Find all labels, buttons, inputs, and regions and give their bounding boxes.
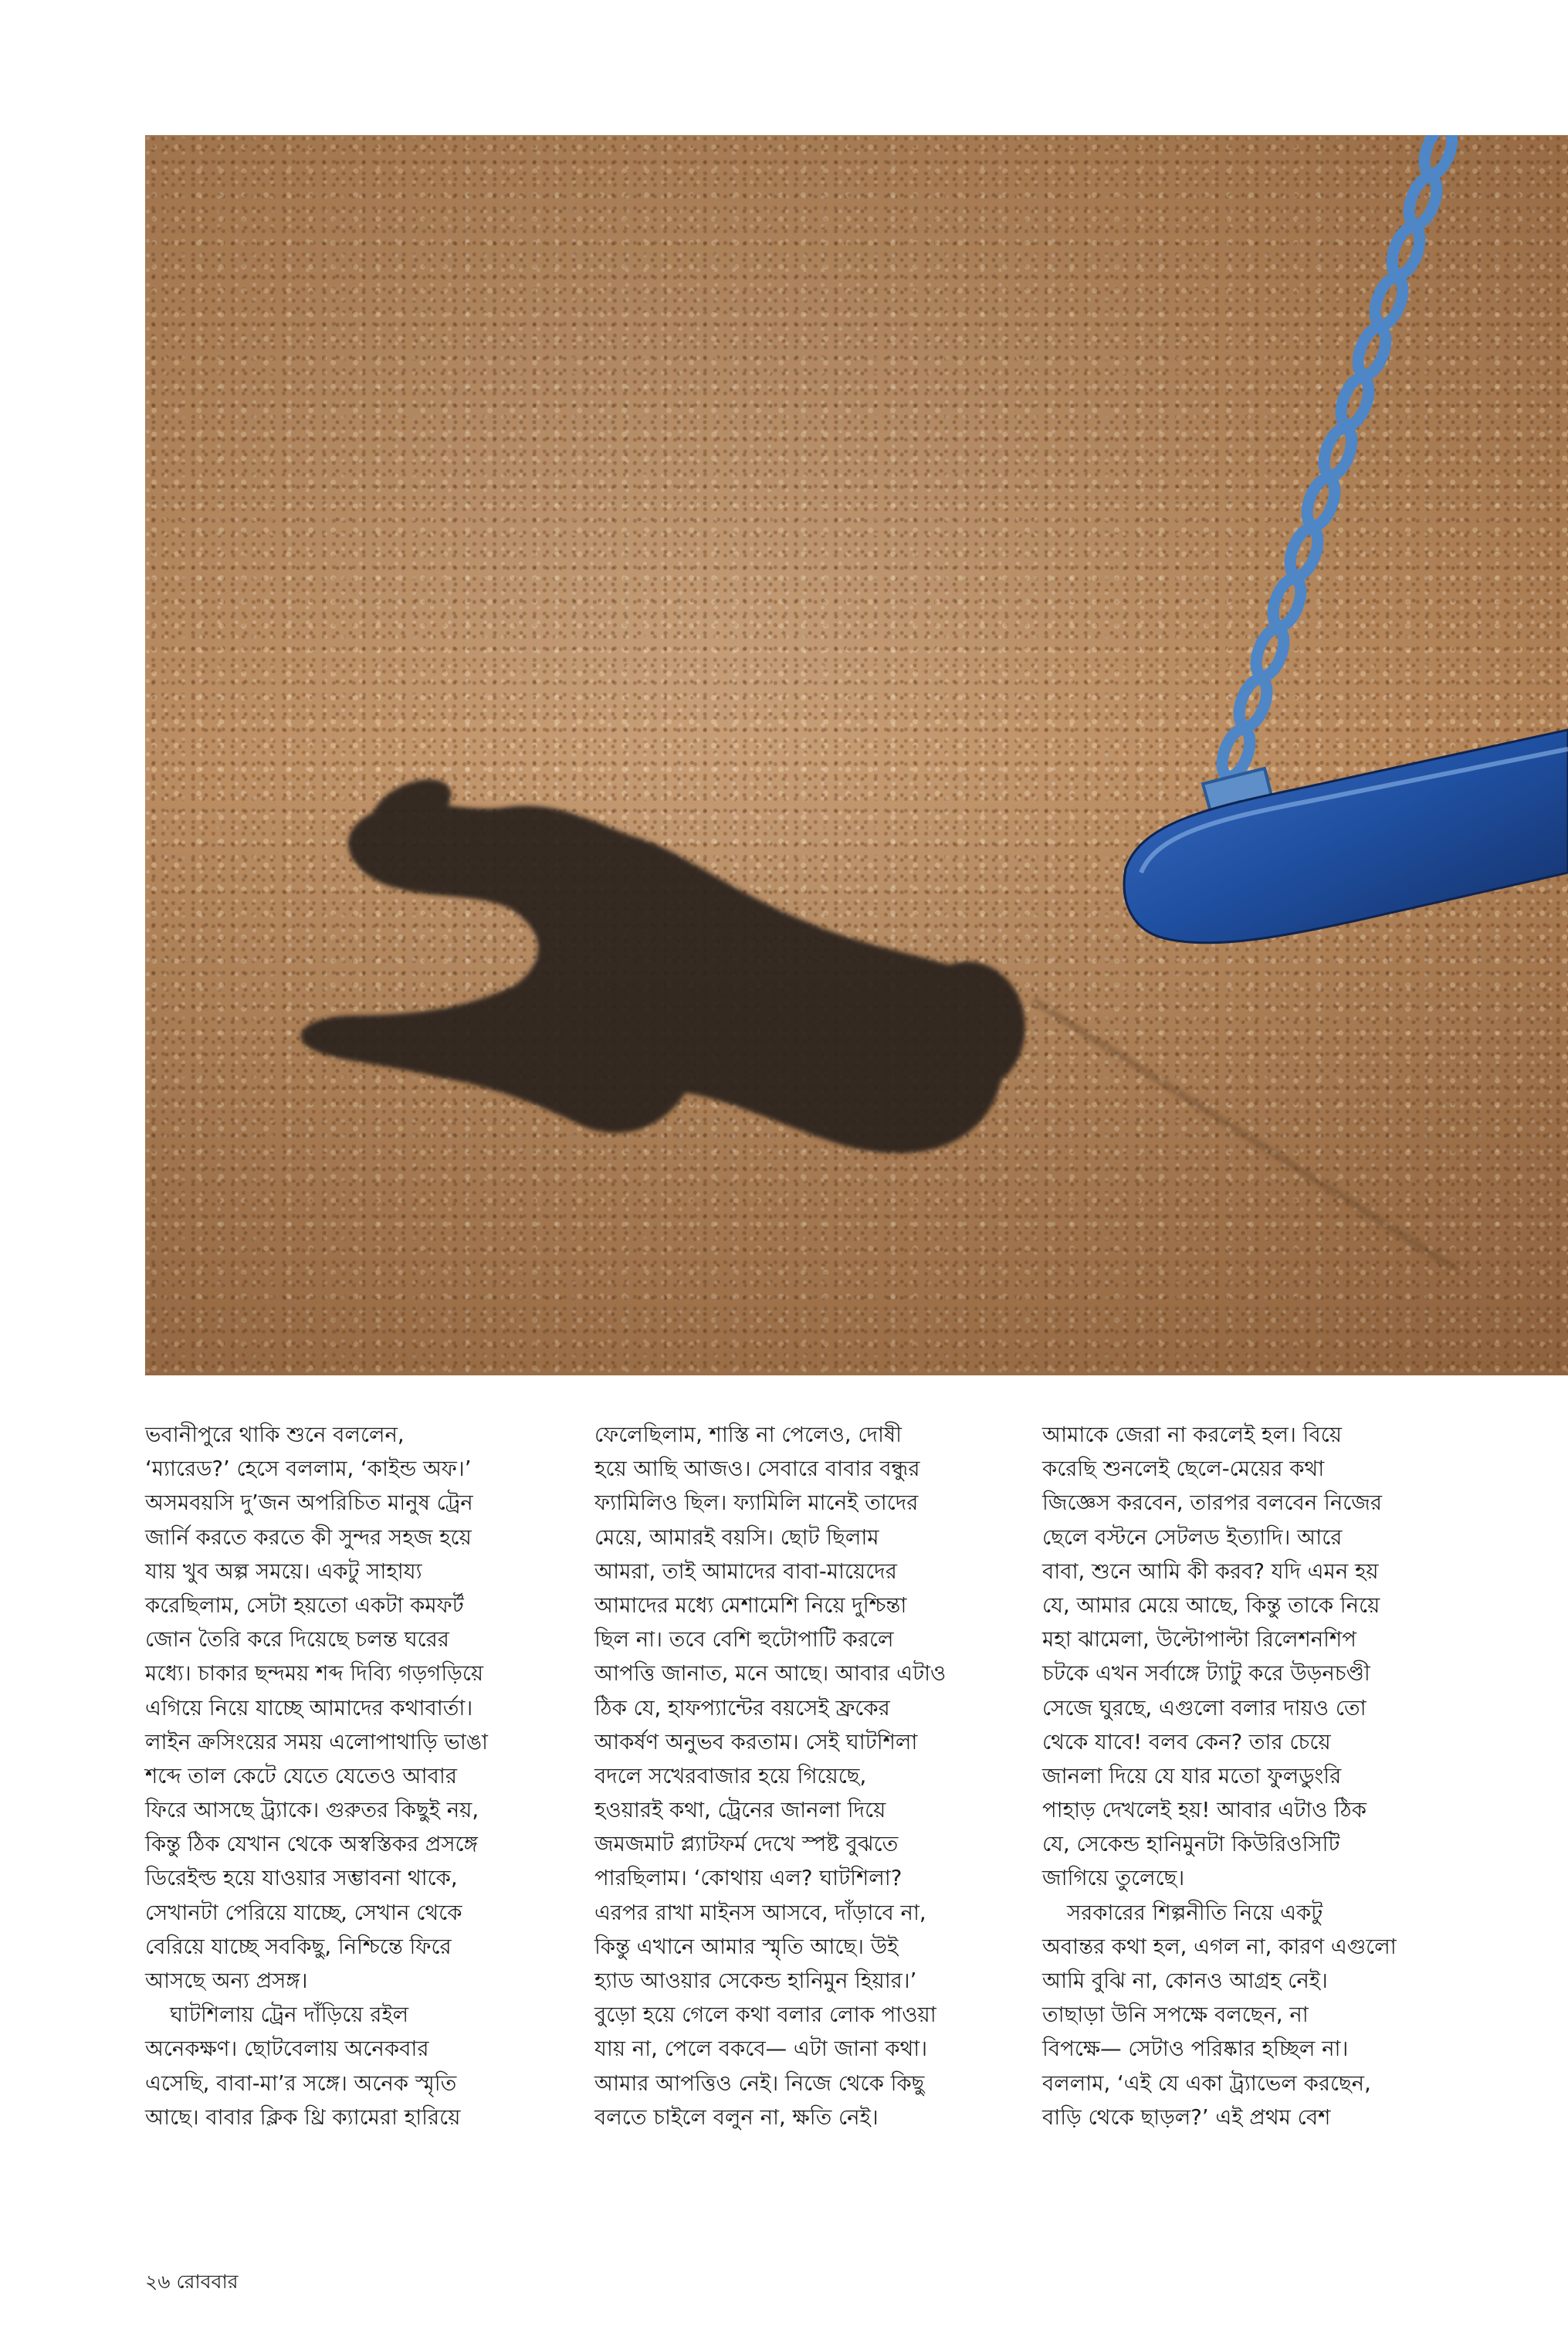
- text-line: ফিরে আসছে ট্র্যাকে। গুরুতর কিছুই নয়,: [145, 1798, 479, 1823]
- page-number: ২৬: [145, 2270, 171, 2293]
- text-line: ডিরেইল্ড হয়ে যাওয়ার সম্ভাবনা থাকে,: [145, 1866, 458, 1891]
- text-line: কিন্তু এখানে আমার স্মৃতি আছে। উই: [594, 1934, 899, 1959]
- text-line: বাবা, শুনে আমি কী করব? যদি এমন হয়: [1042, 1558, 1379, 1584]
- article-column-1: [145, 1418, 562, 2134]
- text-line: এরপর রাখা মাইনস আসবে, দাঁড়াবে না,: [594, 1900, 926, 1925]
- text-line: জোন তৈরি করে দিয়েছে চলন্ত ঘরের: [145, 1627, 449, 1653]
- paragraph-start-line: ঘাটশিলায় ট্রেন দাঁড়িয়ে রইল: [170, 2002, 409, 2028]
- text-line: মহা ঝামেলা, উল্টোপাল্টা রিলেশনশিপ: [1042, 1627, 1356, 1653]
- text-line: ঠিক যে, হাফপ্যান্টের বয়সেই ফ্রকের: [594, 1695, 890, 1721]
- text-line: যায় খুব অল্প সময়ে। একটু সাহায্য: [145, 1558, 422, 1584]
- text-line: এগিয়ে নিয়ে যাচ্ছে আমাদের কথাবার্তা।: [145, 1695, 473, 1721]
- text-line: তাছাড়া উনি সপক্ষে বলছেন, না: [1042, 2002, 1309, 2028]
- text-line: শব্দে তাল কেটে যেতে যেতেও আবার: [145, 1763, 457, 1789]
- text-line: জার্নি করতে করতে কী সুন্দর সহজ হয়ে: [145, 1524, 472, 1550]
- text-line: হয়ে আছি আজও। সেবারে বাবার বন্ধুর: [594, 1456, 920, 1482]
- text-line: চটকে এখন সর্বাঙ্গে ট্যাটু করে উড়নচণ্ডী: [1042, 1661, 1370, 1687]
- text-line: করেছি শুনলেই ছেলে-মেয়ের কথা: [1042, 1456, 1325, 1482]
- text-line: সেখানটা পেরিয়ে যাচ্ছে, সেখান থেকে: [145, 1900, 462, 1925]
- text-line: আমি বুঝি না, কোনও আগ্রহ নেই।: [1042, 1968, 1328, 1993]
- text-line: জিজ্ঞেস করবেন, তারপর বলবেন নিজের: [1042, 1490, 1383, 1516]
- text-line: বললাম, ‘এই যে একা ট্র্যাভেল করছেন,: [1042, 2070, 1371, 2096]
- text-line: আমরা, তাই আমাদের বাবা-মায়েদের: [594, 1558, 897, 1584]
- article-column-2: [594, 1418, 996, 2134]
- text-line: আকর্ষণ অনুভব করতাম। সেই ঘাটশিলা: [594, 1729, 918, 1755]
- text-line: যায় না, পেলে বকবে— এটা জানা কথা।: [594, 2036, 928, 2062]
- text-line: আপত্তি জানাত, মনে আছে। আবার এটাও: [594, 1661, 947, 1687]
- text-line: মধ্যে। চাকার ছন্দময় শব্দ দিব্যি গড়গড়িয়ে: [145, 1661, 484, 1687]
- text-line: ভবানীপুরে থাকি শুনে বললেন,: [145, 1422, 405, 1447]
- page-folio: [145, 2267, 238, 2300]
- text-line: থেকে যাবে! বলব কেন? তার চেয়ে: [1042, 1729, 1331, 1755]
- text-line: যে, আমার মেয়ে আছে, কিন্তু তাকে নিয়ে: [1042, 1592, 1380, 1618]
- text-line: জাগিয়ে তুলেছে।: [1042, 1866, 1185, 1891]
- text-line: আমাকে জেরা না করলেই হল। বিয়ে: [1042, 1422, 1342, 1447]
- paragraph-start-line: সরকারের শিল্পনীতি নিয়ে একটু: [1067, 1900, 1323, 1925]
- text-line: জমজমাট প্ল্যাটফর্ম দেখে স্পষ্ট বুঝতে: [594, 1832, 899, 1857]
- text-line: বুড়ো হয়ে গেলে কথা বলার লোক পাওয়া: [594, 2002, 936, 2028]
- text-line: কিন্তু ঠিক যেখান থেকে অস্বস্তিকর প্রসঙ্গে: [145, 1832, 478, 1857]
- text-line: এসেছি, বাবা-মা’র সঙ্গে। অনেক স্মৃতি: [145, 2070, 457, 2096]
- text-line: ‘ম্যারেড?’ হেসে বললাম, ‘কাইন্ড অফ।’: [145, 1456, 472, 1482]
- text-line: অবান্তর কথা হল, এগল না, কারণ এগুলো: [1042, 1934, 1397, 1959]
- text-line: যে, সেকেন্ড হানিমুনটা কিউরিওসিটি: [1042, 1832, 1340, 1857]
- text-line: ছেলে বস্টনে সেটলড ইত্যাদি। আরে: [1042, 1524, 1343, 1550]
- text-line: বলতে চাইলে বলুন না, ক্ষতি নেই।: [594, 2104, 879, 2130]
- text-line: করেছিলাম, সেটা হয়তো একটা কমফর্ট: [145, 1592, 464, 1618]
- text-line: মেয়ে, আমারই বয়সি। ছোট ছিলাম: [594, 1524, 879, 1550]
- text-line: বেরিয়ে যাচ্ছে সবকিছু, নিশ্চিন্তে ফিরে: [145, 1934, 452, 1959]
- text-line: ছিল না। তবে বেশি হুটোপাটি করলে: [594, 1627, 894, 1653]
- text-line: পারছিলাম। ‘কোথায় এল? ঘাটশিলা?: [594, 1866, 903, 1891]
- ground-vignette: [145, 135, 1568, 1375]
- text-line: পাহাড় দেখলেই হয়! আবার এটাও ঠিক: [1042, 1798, 1366, 1823]
- text-line: লাইন ক্রসিংয়ের সময় এলোপাথাড়ি ভাঙা: [145, 1729, 488, 1755]
- text-line: ফ্যামিলিও ছিল। ফ্যামিলি মানেই তাদের: [594, 1490, 919, 1516]
- text-line: জানলা দিয়ে যে যার মতো ফুলডুংরি: [1042, 1763, 1342, 1789]
- text-line: আমার আপত্তিও নেই। নিজে থেকে কিছু: [594, 2070, 925, 2096]
- text-line: আমাদের মধ্যে মেশামেশি নিয়ে দুশ্চিন্তা: [594, 1592, 907, 1618]
- text-line: ফেলেছিলাম, শাস্তি না পেলেও, দোষী: [594, 1422, 903, 1447]
- text-line: অসমবয়সি দু’জন অপরিচিত মানুষ ট্রেন: [145, 1490, 473, 1516]
- swing-shadow-photo: [145, 135, 1568, 1375]
- article-column-3: [1042, 1418, 1444, 2134]
- text-line: বাড়ি থেকে ছাড়ল?’ এই প্রথম বেশ: [1042, 2104, 1331, 2130]
- text-line: আছে। বাবার ক্লিক থ্রি ক্যামেরা হারিয়ে: [145, 2104, 461, 2130]
- magazine-name: রোববার: [176, 2270, 239, 2293]
- text-line: হওয়ারই কথা, ট্রেনের জানলা দিয়ে: [594, 1798, 886, 1823]
- text-line: হ্যাড আওয়ার সেকেন্ড হানিমুন হিয়ার।’: [594, 1968, 917, 1993]
- text-line: বদলে সখেরবাজার হয়ে গিয়েছে,: [594, 1763, 867, 1789]
- text-line: সেজে ঘুরছে, এগুলো বলার দায়ও তো: [1042, 1695, 1366, 1721]
- text-line: আসছে অন্য প্রসঙ্গ।: [145, 1968, 308, 1993]
- text-line: বিপক্ষে— সেটাও পরিষ্কার হচ্ছিল না।: [1042, 2036, 1349, 2062]
- swing-shadow-illustration: [145, 135, 1568, 1375]
- text-line: অনেকক্ষণ। ছোটবেলায় অনেকবার: [145, 2036, 429, 2062]
